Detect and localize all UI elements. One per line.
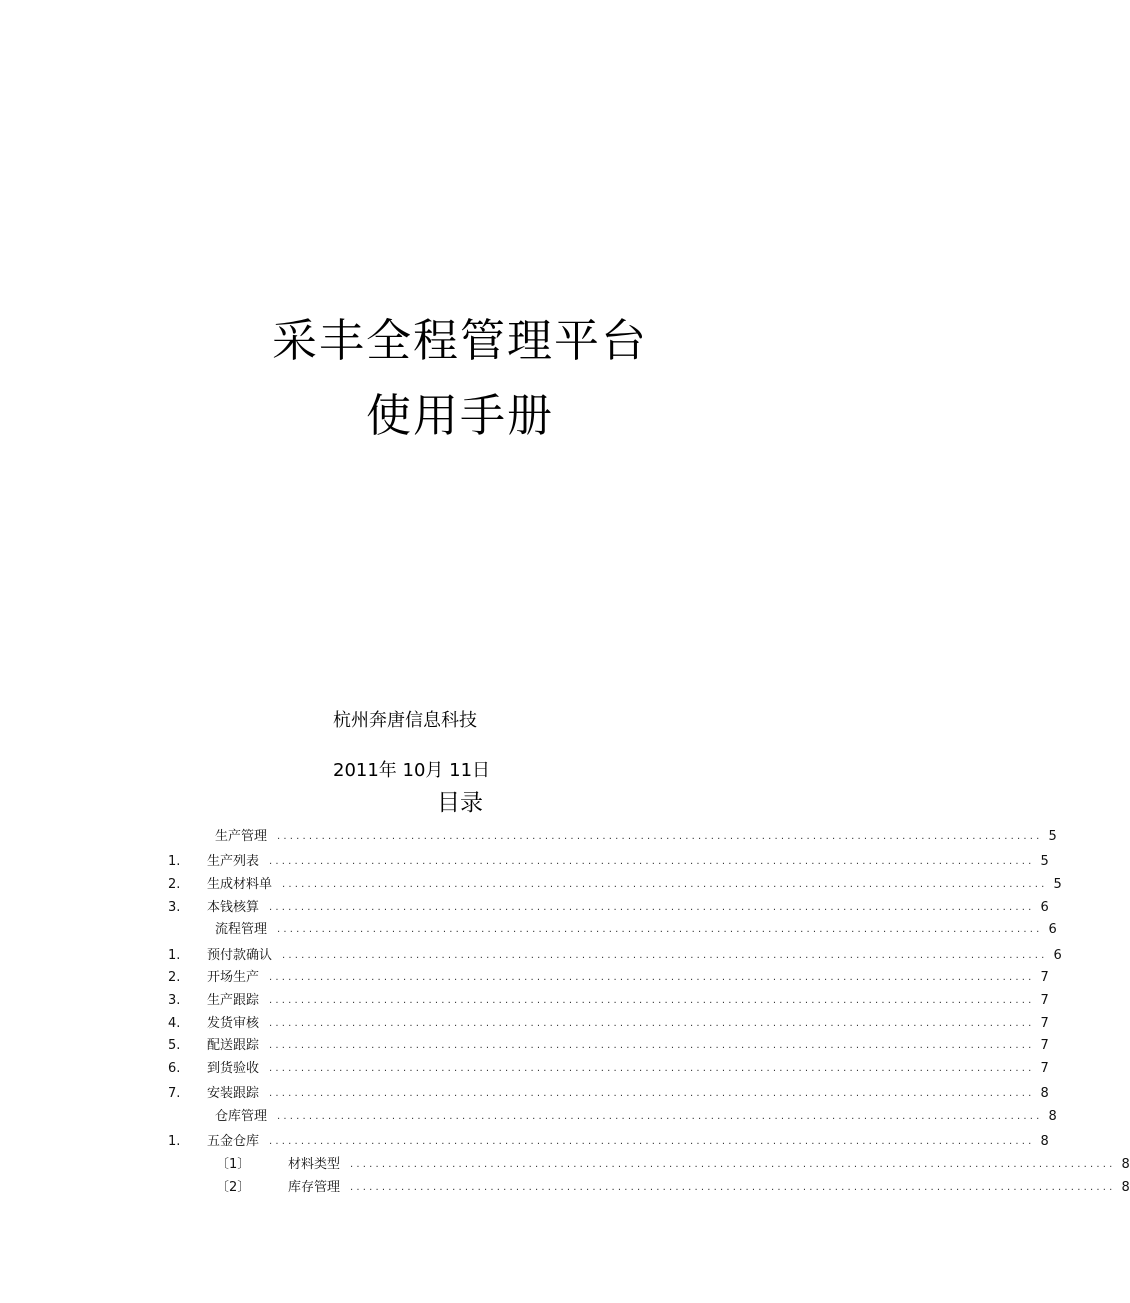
toc-leader-dots: ........................................................................................................................ [269, 1136, 1035, 1147]
toc-entry[interactable] [168, 947, 1062, 965]
document-subtitle: 使用手册 [365, 389, 554, 442]
toc-entry-label: 生产跟踪 [207, 993, 260, 1008]
toc-entry-page: 6 [1048, 922, 1057, 937]
toc-entry-label: 流程管理 [215, 922, 268, 937]
toc-leader-dots: ........................................................................................................................ [269, 1040, 1035, 1051]
toc-entry-number: 1. [168, 1134, 181, 1149]
toc-leader-dots: ........................................................................................................................ [282, 950, 1048, 961]
toc-entry[interactable] [168, 969, 1049, 987]
toc-entry-number: 3. [168, 993, 181, 1008]
toc-entry[interactable] [216, 1156, 1130, 1174]
toc-leader-dots: ........................................................................................................................ [269, 902, 1035, 913]
toc-entry[interactable] [168, 1133, 1049, 1151]
toc-entry-page: 5 [1053, 877, 1062, 892]
toc-entry-number: 1. [168, 948, 181, 963]
toc-entry-label: 生产列表 [207, 854, 260, 869]
toc-entry[interactable] [215, 1108, 1057, 1126]
toc-entry[interactable] [215, 828, 1057, 846]
toc-entry[interactable] [216, 1179, 1130, 1197]
toc-entry[interactable] [168, 1037, 1049, 1055]
toc-entry-page: 7 [1040, 993, 1049, 1008]
toc-entry[interactable] [168, 1015, 1049, 1033]
toc-entry-page: 7 [1040, 970, 1049, 985]
toc-entry-page: 8 [1121, 1180, 1130, 1195]
toc-leader-dots: ........................................................................................................................ [350, 1159, 1116, 1170]
toc-entry-label: 库存管理 [288, 1180, 341, 1195]
toc-entry[interactable] [168, 1060, 1049, 1078]
toc-entry[interactable] [215, 921, 1057, 939]
toc-entry-number: 2. [168, 877, 181, 892]
toc-entry-label: 开场生产 [207, 970, 260, 985]
toc-leader-dots: ........................................................................................................................ [277, 924, 1043, 935]
toc-entry-page: 7 [1040, 1061, 1049, 1076]
toc-entry-number: 2. [168, 970, 181, 985]
toc-entry-label: 发货审核 [207, 1016, 260, 1031]
toc-entry-page: 6 [1053, 948, 1062, 963]
toc-leader-dots: ........................................................................................................................ [269, 972, 1035, 983]
toc-entry-page: 5 [1048, 829, 1057, 844]
toc-leader-dots: ........................................................................................................................ [269, 1063, 1035, 1074]
toc-leader-dots: ........................................................................................................................ [269, 1088, 1035, 1099]
toc-entry-page: 8 [1040, 1086, 1049, 1101]
toc-entry-label: 安装跟踪 [207, 1086, 260, 1101]
toc-entry-page: 8 [1040, 1134, 1049, 1149]
toc-entry[interactable] [168, 853, 1049, 871]
toc-entry-number: 〔2〕 [216, 1180, 251, 1195]
document-date: 2011年 10月 11日 [333, 760, 491, 781]
toc-entry-number: 〔1〕 [216, 1157, 251, 1172]
toc-entry-page: 8 [1048, 1109, 1057, 1124]
toc-entry-label: 材料类型 [288, 1157, 341, 1172]
toc-leader-dots: ........................................................................................................................ [277, 831, 1043, 842]
toc-entry-page: 7 [1040, 1038, 1049, 1053]
toc-leader-dots: ........................................................................................................................ [269, 856, 1035, 867]
toc-entry-number: 6. [168, 1061, 181, 1076]
toc-entry[interactable] [168, 899, 1049, 917]
toc-entry-label: 预付款确认 [207, 948, 273, 963]
toc-entry-label: 仓库管理 [215, 1109, 268, 1124]
document-title: 采丰全程管理平台 [271, 314, 648, 367]
toc-entry-number: 7. [168, 1086, 181, 1101]
toc-heading: 目录 [437, 790, 483, 816]
toc-entry-number: 1. [168, 854, 181, 869]
toc-leader-dots: ........................................................................................................................ [282, 879, 1048, 890]
toc-entry-label: 本钱核算 [207, 900, 260, 915]
toc-entry[interactable] [168, 1085, 1049, 1103]
toc-leader-dots: ........................................................................................................................ [269, 1018, 1035, 1029]
toc-entry[interactable] [168, 876, 1062, 894]
toc-entry-label: 配送跟踪 [207, 1038, 260, 1053]
toc-entry-page: 7 [1040, 1016, 1049, 1031]
toc-entry-label: 生产管理 [215, 829, 268, 844]
toc-entry-label: 五金仓库 [207, 1134, 260, 1149]
toc-entry-number: 5. [168, 1038, 181, 1053]
company-name: 杭州奔唐信息科技 [333, 710, 477, 731]
toc-leader-dots: ........................................................................................................................ [277, 1111, 1043, 1122]
toc-entry-number: 3. [168, 900, 181, 915]
toc-entry-page: 5 [1040, 854, 1049, 869]
toc-entry-label: 到货验收 [207, 1061, 260, 1076]
toc-leader-dots: ........................................................................................................................ [269, 995, 1035, 1006]
toc-entry-page: 8 [1121, 1157, 1130, 1172]
toc-leader-dots: ........................................................................................................................ [350, 1182, 1116, 1193]
toc-entry[interactable] [168, 992, 1049, 1010]
toc-entry-label: 生成材料单 [207, 877, 273, 892]
toc-entry-number: 4. [168, 1016, 181, 1031]
toc-entry-page: 6 [1040, 900, 1049, 915]
